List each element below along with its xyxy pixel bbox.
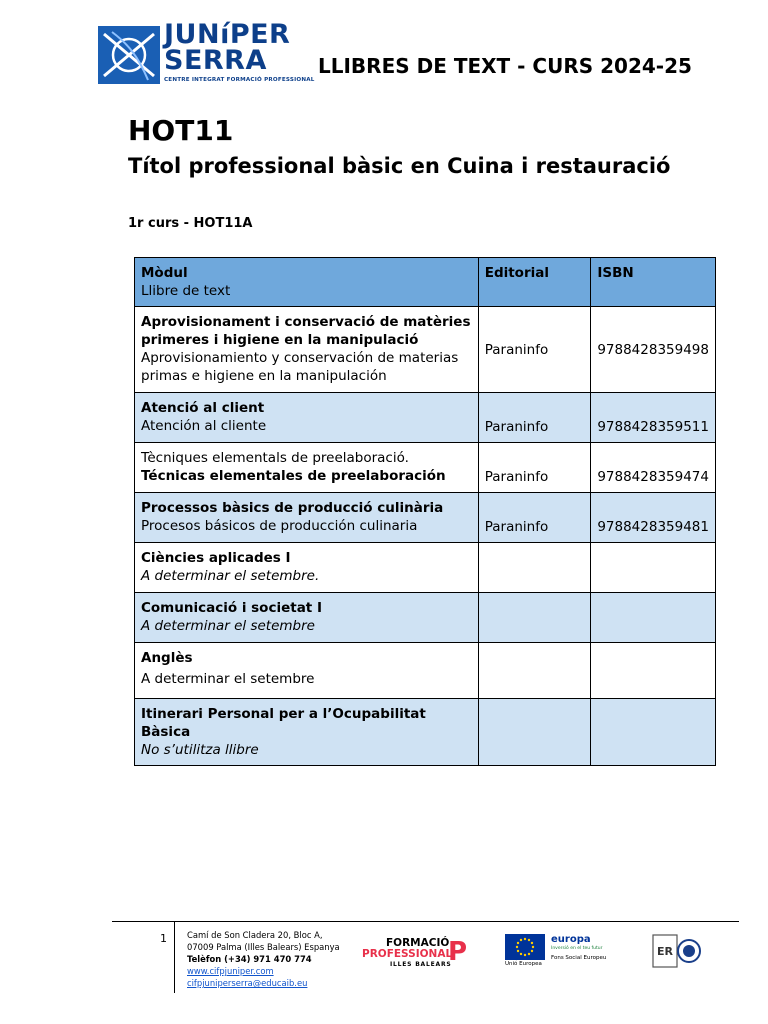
- module-name: Atenció al client: [141, 400, 265, 416]
- editorial-cell: [478, 643, 591, 699]
- eu-logo: [505, 934, 615, 968]
- eu-word: europa: [551, 934, 591, 945]
- module-cell: [135, 393, 479, 443]
- book-title: A determinar el setembre: [141, 671, 315, 687]
- school-emblem-icon: [98, 26, 160, 84]
- header-llibre: Llibre de text: [141, 283, 231, 299]
- book-title: Técnicas elementales de preelaboración: [141, 468, 446, 484]
- fp-logo: [362, 937, 466, 969]
- module-cell: [135, 493, 479, 543]
- footer-vertical-divider: [174, 921, 175, 993]
- editorial-cell: [478, 699, 591, 766]
- table-row: [135, 493, 716, 543]
- eu-caption: Unió Europea: [505, 961, 542, 967]
- program-title: Títol professional bàsic en Cuina i restauració: [128, 154, 671, 178]
- header-modul-cell: [135, 258, 479, 307]
- header-isbn: ISBN: [591, 258, 716, 307]
- website-link[interactable]: www.cifpjuniper.com: [187, 966, 274, 976]
- editorial-cell: [478, 593, 591, 643]
- book-title: Aprovisionamiento y conservación de materias primas e higiene en la manipulación: [141, 350, 459, 384]
- table-row: [135, 699, 716, 766]
- module-cell: [135, 699, 479, 766]
- fp-logo-line1: FORMACIÓ: [386, 937, 450, 949]
- book-title: A determinar el setembre: [141, 618, 315, 634]
- textbook-table: [134, 257, 716, 766]
- book-title: A determinar el setembre.: [141, 568, 320, 584]
- table-row: [135, 593, 716, 643]
- school-name-line1: JUNíPER: [164, 19, 291, 50]
- editorial-cell: [478, 543, 591, 593]
- isbn-cell: [591, 643, 716, 699]
- eu-fund: Fons Social Europeu: [551, 955, 607, 961]
- eu-flag-icon: [505, 934, 545, 960]
- table-row: [135, 443, 716, 493]
- school-name-line2: SERRA: [164, 45, 267, 76]
- address-line1: Camí de Son Cladera 20, Bloc A,: [187, 930, 323, 940]
- header-editorial: Editorial: [478, 258, 591, 307]
- module-cell: [135, 643, 479, 699]
- module-name: Tècniques elementals de preelaboració.: [141, 450, 409, 466]
- document-title: LLIBRES DE TEXT - CURS 2024-25: [318, 54, 692, 78]
- editorial-cell: Paraninfo: [478, 493, 591, 543]
- program-code: HOT11: [128, 114, 234, 147]
- module-cell: [135, 593, 479, 643]
- module-name: Aprovisionament i conservació de matèries primeres i higiene en la manipulació: [141, 314, 471, 348]
- module-cell: [135, 543, 479, 593]
- book-title: Procesos básicos de producción culinaria: [141, 518, 418, 534]
- table-row: [135, 393, 716, 443]
- school-name: [164, 19, 291, 76]
- table-row: [135, 643, 716, 699]
- isbn-cell: 9788428359511: [591, 393, 716, 443]
- phone: Telèfon (+34) 971 470 774: [187, 954, 312, 964]
- certification-icon: [652, 934, 702, 968]
- isbn-cell: 9788428359481: [591, 493, 716, 543]
- course-label: 1r curs - HOT11A: [128, 216, 253, 231]
- fp-logo-line2: PROFESSIONAL: [362, 948, 453, 960]
- isbn-cell: 9788428359474: [591, 443, 716, 493]
- table-header-row: [135, 258, 716, 307]
- footer-divider: [112, 921, 739, 922]
- fp-logo-line3: ILLES BALEARS: [390, 961, 452, 968]
- editorial-cell: Paraninfo: [478, 443, 591, 493]
- editorial-cell: Paraninfo: [478, 393, 591, 443]
- isbn-cell: 9788428359498: [591, 307, 716, 393]
- school-logo: [98, 19, 315, 86]
- book-title: Atención al cliente: [141, 418, 267, 434]
- email-link[interactable]: cifpjuniperserra@educaib.eu: [187, 978, 308, 988]
- module-name: Itinerari Personal per a l’Ocupabilitat Bàsica: [141, 706, 426, 740]
- module-name: Ciències aplicades I: [141, 550, 291, 566]
- eu-tagline: Inversió en el teu futur: [551, 946, 603, 951]
- header-modul: Mòdul: [141, 265, 188, 281]
- module-name: Processos bàsics de producció culinària: [141, 500, 444, 516]
- isbn-cell: [591, 543, 716, 593]
- cert-mark: ER: [657, 945, 673, 958]
- footer-address: [187, 929, 340, 989]
- fp-logo-mark: P: [448, 937, 468, 967]
- isbn-cell: [591, 593, 716, 643]
- isbn-cell: [591, 699, 716, 766]
- module-name: Anglès: [141, 650, 193, 666]
- address-line2: 07009 Palma (Illes Balears) Espanya: [187, 942, 340, 952]
- page-number: 1: [160, 932, 167, 945]
- book-title: No s’utilitza llibre: [141, 742, 259, 758]
- module-cell: [135, 443, 479, 493]
- table-row: [135, 543, 716, 593]
- table-row: [135, 307, 716, 393]
- editorial-cell: Paraninfo: [478, 307, 591, 393]
- module-name: Comunicació i societat I: [141, 600, 322, 616]
- module-cell: [135, 307, 479, 393]
- school-subtitle: CENTRE INTEGRAT FORMACIÓ PROFESSIONAL: [164, 77, 315, 83]
